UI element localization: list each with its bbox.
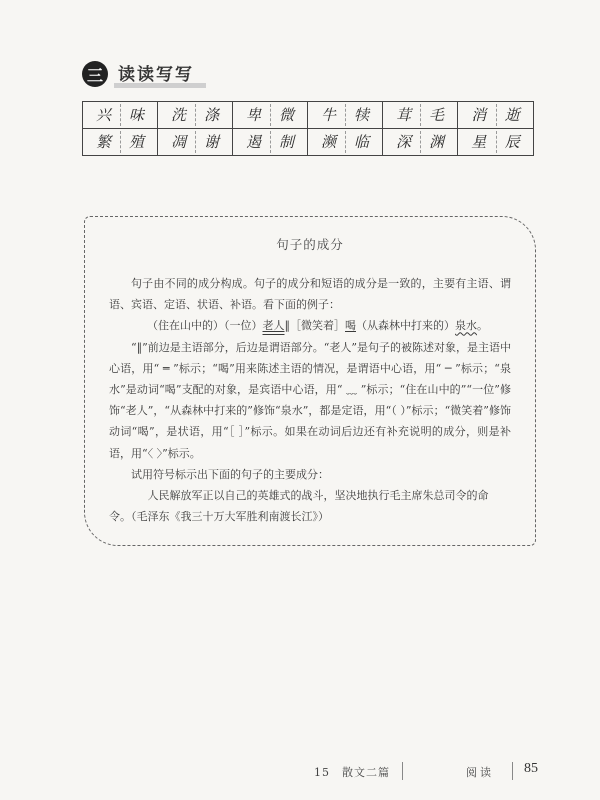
section-header [82,60,200,88]
box-title: 句子的成分 [276,237,344,252]
subject-word: 老人 [262,319,285,333]
vocab-cell: 濒 临 [308,129,383,156]
vocab-cell: 洗 涤 [158,102,233,129]
vocab-cell: 牛 犊 [308,102,383,129]
page-footer [0,760,600,784]
quote-line-2: 令。（毛泽东《我三十万大军胜利南渡长江》） [109,510,329,524]
vocab-cell: 卑 微 [233,102,308,129]
vocab-cell: 消 逝 [458,102,533,129]
unit-label: 阅读 [466,766,494,779]
explanation-paragraph: “‖”前边是主语部分，后边是谓语部分。“老人”是句子的被陈述对象，是主语中心语，用“ ═ ”标示；“喝”用来陈述主语的情况，是谓语中心语，用“ ─ ”标示；“泉水”是动词“喝”支配的对象，是宾语中心语，用“ ﹏ ”标示；“住在山中的”“一位”修饰“老人”，“从森林中打来的”修饰“泉水”，都是定语，用“（ ）”标示；“微笑着”修饰动词“喝”，是状语，用“［ ］”标示。如果在动词后边还有补充说明的成分，则是补语，用“〈 〉”标示。 [109,340,511,460]
footer-divider [402,762,403,780]
vocab-cell: 遏 制 [233,129,308,156]
section-title: 读读写写 [116,60,200,88]
vocab-cell: 茸 毛 [383,102,458,129]
exercise-quote [109,485,511,527]
vocab-cell: 兴 味 [83,102,158,129]
vocab-cell: 凋 谢 [158,129,233,156]
footer-divider [512,762,513,780]
page-number: 85 [524,761,538,776]
quote-line-1: 人民解放军正以自己的英雄式的战斗，坚决地执行毛主席朱总司令的命 [147,489,489,503]
chapter-label: 15 散文二篇 [314,766,390,779]
example-sentence: （住在山中的）（一位）老人‖［微笑着］喝（从森林中打来的）泉水。 [147,319,488,333]
exercise-prompt: 试用符号标示出下面的句子的主要成分： [131,467,329,481]
section-number-badge: 三 [82,61,108,87]
intro-paragraph: 句子由不同的成分构成。句子的成分和短语的成分是一致的，主要有主语、谓语、宾语、定语、状语、补语。看下面的例子： [109,277,511,312]
vocab-cell: 深 渊 [383,129,458,156]
vocab-cell: 繁 殖 [83,129,158,156]
vocabulary-grid [82,101,534,156]
grammar-note-box [84,216,536,546]
object-word: 泉水 [455,319,477,333]
predicate-word: 喝 [345,319,356,333]
vocab-cell: 星 辰 [458,129,533,156]
